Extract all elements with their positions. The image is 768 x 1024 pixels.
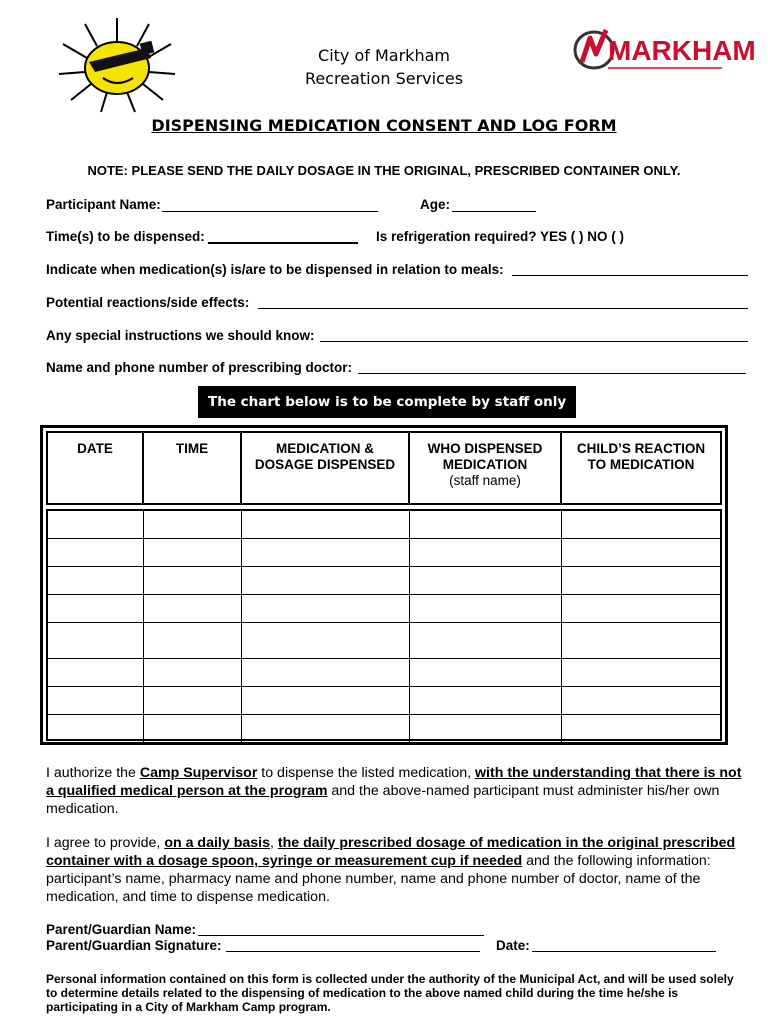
city-name: City of Markham — [318, 46, 450, 65]
log-cell[interactable] — [410, 659, 562, 686]
log-cell[interactable] — [562, 567, 720, 594]
log-cell[interactable] — [144, 687, 242, 714]
log-cell[interactable] — [48, 511, 144, 538]
meals-field[interactable] — [512, 275, 748, 276]
log-cell[interactable] — [562, 539, 720, 566]
log-cell[interactable] — [48, 623, 144, 658]
authorization-paragraph: I authorize the Camp Supervisor to dispense the listed medication, with the understanding that there is not a qualified medical person at the program and the above-named participant must administer his/her own medication. — [46, 765, 742, 817]
department-name: Recreation Services — [304, 69, 464, 88]
doctor-label: Name and phone number of prescribing doctor: — [46, 360, 353, 375]
log-cell[interactable] — [242, 623, 410, 658]
column-header: WHO DISPENSED MEDICATION (staff name) — [410, 433, 562, 503]
log-cell[interactable] — [410, 567, 562, 594]
log-cell[interactable] — [410, 539, 562, 566]
log-cell[interactable] — [562, 659, 720, 686]
log-cell[interactable] — [48, 567, 144, 594]
age-label: Age: — [420, 197, 450, 212]
table-row — [48, 623, 720, 659]
privacy-notice: Personal information contained on this form is collected under the authority of the Municipal Act, and will be used solely to determine details related to the dispensing of medication to the above named child during the time he/she is participating in a City of Markham Camp program. — [46, 972, 734, 1014]
log-cell[interactable] — [144, 539, 242, 566]
log-cell[interactable] — [48, 715, 144, 743]
instructions-label: Any special instructions we should know: — [46, 328, 315, 343]
date-label: Date: — [496, 938, 530, 953]
log-cell[interactable] — [242, 687, 410, 714]
guardian-signature-label: Parent/Guardian Signature: — [46, 938, 222, 953]
doctor-field[interactable] — [358, 373, 746, 374]
column-header: MEDICATION & DOSAGE DISPENSED — [242, 433, 410, 503]
log-cell[interactable] — [242, 659, 410, 686]
participant-name-field[interactable] — [162, 211, 378, 212]
date-field[interactable] — [532, 951, 716, 952]
table-row — [48, 539, 720, 567]
log-cell[interactable] — [48, 539, 144, 566]
table-row — [48, 715, 720, 743]
meals-label: Indicate when medication(s) is/are to be dispensed in relation to meals: — [46, 262, 504, 277]
guardian-name-field[interactable] — [198, 935, 484, 936]
table-row — [48, 687, 720, 715]
log-cell[interactable] — [144, 595, 242, 622]
log-cell[interactable] — [48, 595, 144, 622]
times-field[interactable] — [208, 242, 358, 244]
log-cell[interactable] — [48, 687, 144, 714]
svg-text:MARKHAM: MARKHAM — [608, 35, 756, 66]
log-cell[interactable] — [144, 715, 242, 743]
log-cell[interactable] — [242, 595, 410, 622]
markham-logo — [572, 28, 756, 72]
instructions-field[interactable] — [320, 341, 748, 342]
log-cell[interactable] — [562, 687, 720, 714]
log-cell[interactable] — [144, 511, 242, 538]
log-cell[interactable] — [242, 511, 410, 538]
log-cell[interactable] — [562, 511, 720, 538]
table-row — [48, 595, 720, 623]
log-cell[interactable] — [410, 511, 562, 538]
form-title: DISPENSING MEDICATION CONSENT AND LOG FORM — [151, 116, 617, 135]
log-cell[interactable] — [562, 623, 720, 658]
log-cell[interactable] — [242, 715, 410, 743]
table-row — [48, 659, 720, 687]
log-cell[interactable] — [48, 659, 144, 686]
participant-name-label: Participant Name: — [46, 197, 161, 212]
column-header: DATE — [48, 433, 144, 503]
table-header — [46, 431, 722, 505]
log-cell[interactable] — [242, 539, 410, 566]
note-text: NOTE: PLEASE SEND THE DAILY DOSAGE IN THE ORIGINAL, PRESCRIBED CONTAINER ONLY. — [87, 163, 681, 178]
reactions-field[interactable] — [258, 308, 748, 309]
guardian-signature-field[interactable] — [226, 951, 480, 952]
log-cell[interactable] — [144, 659, 242, 686]
medication-log-table — [40, 425, 728, 745]
age-field[interactable] — [452, 211, 536, 212]
agreement-paragraph: I agree to provide, on a daily basis, the daily prescribed dosage of medication in the original prescribed container with a dosage spoon, syringe or measurement cup if needed and the following information: participant’s name, pharmacy name and phone number, name and phone number of doctor, name of the medication, and time to dispense medication. — [46, 835, 736, 905]
staff-only-banner: The chart below is to be complete by staff only — [198, 386, 576, 418]
reactions-label: Potential reactions/side effects: — [46, 295, 250, 310]
log-cell[interactable] — [410, 687, 562, 714]
times-label: Time(s) to be dispensed: — [46, 229, 205, 244]
column-header: CHILD’S REACTION TO MEDICATION — [576, 441, 706, 472]
log-cell[interactable] — [410, 623, 562, 658]
log-cell[interactable] — [410, 595, 562, 622]
refrigeration-question[interactable]: Is refrigeration required? YES ( ) NO ( ) — [376, 229, 625, 244]
log-cell[interactable] — [144, 623, 242, 658]
log-cell[interactable] — [242, 567, 410, 594]
guardian-name-label: Parent/Guardian Name: — [46, 922, 197, 937]
log-cell[interactable] — [562, 715, 720, 743]
table-row — [48, 567, 720, 595]
table-body — [46, 509, 722, 741]
log-cell[interactable] — [410, 715, 562, 743]
column-header: TIME — [144, 433, 242, 503]
log-cell[interactable] — [562, 595, 720, 622]
log-cell[interactable] — [144, 567, 242, 594]
table-row — [48, 511, 720, 539]
